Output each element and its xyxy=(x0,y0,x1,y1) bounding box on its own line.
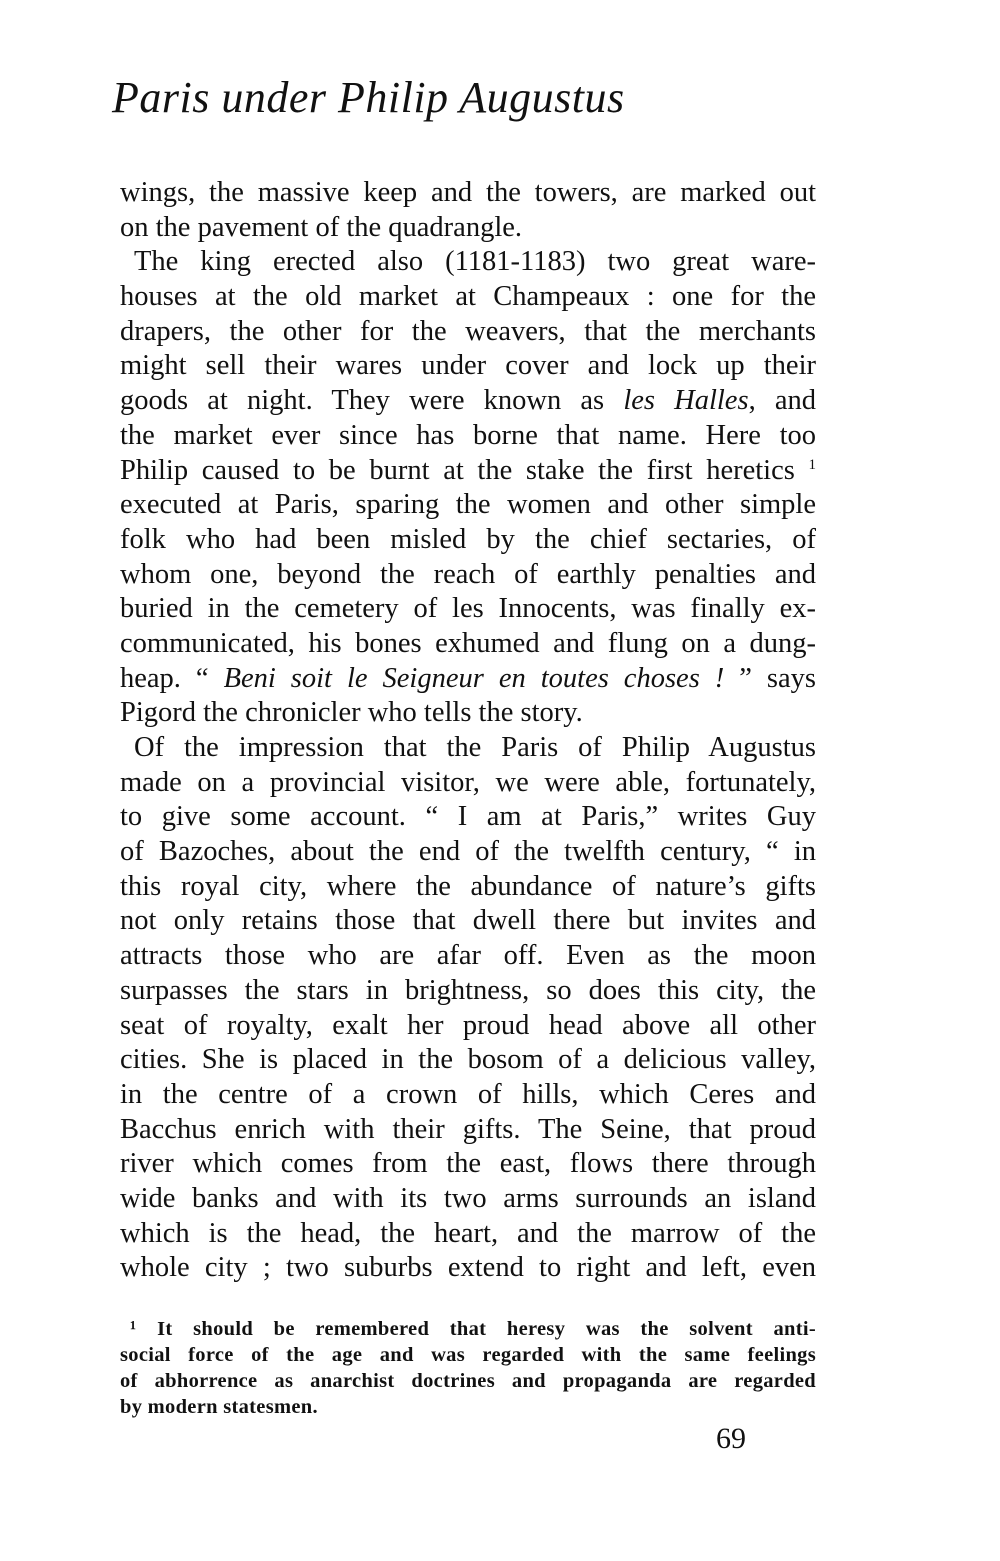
text-line xyxy=(120,1147,816,1182)
text-segment: drapers, the other for the weavers, that the merchants xyxy=(120,315,816,347)
text-segment: heap. “ xyxy=(120,662,224,694)
text-line xyxy=(120,245,816,280)
text-segment: Of the impression that the Paris of Philip Augustus xyxy=(134,732,816,763)
footnote-marker: 1 xyxy=(808,456,816,473)
page-number: 69 xyxy=(716,1422,746,1455)
text-line xyxy=(120,349,816,384)
text-segment: surpasses the stars in brightness, so does this city, the xyxy=(120,974,816,1006)
text-line xyxy=(120,1078,816,1113)
text-line xyxy=(120,419,816,454)
text-segment: whole city ; two suburbs extend to right and left, even xyxy=(120,1252,816,1284)
text-line xyxy=(120,766,816,801)
text-segment: communicated, his bones exhumed and flung on a dung- xyxy=(120,627,816,659)
text-line xyxy=(120,592,816,627)
text-segment: wide banks and with its two arms surrounds an island xyxy=(120,1182,816,1214)
footnote-line: ¹ It should be remembered that heresy was the solvent anti- xyxy=(130,1318,816,1340)
text-line xyxy=(120,627,816,662)
text-line xyxy=(120,1182,816,1217)
text-segment: houses at the old market at Champeaux : one for the xyxy=(120,281,816,313)
text-segment: the market ever since has borne that name. Here too xyxy=(120,419,816,451)
text-segment: made on a provincial visitor, we were able, fortunately, xyxy=(120,766,816,798)
text-line xyxy=(120,454,816,489)
text-segment: to give some account. “ I am at Paris,” writes Guy xyxy=(120,801,816,833)
text-segment: of Bazoches, about the end of the twelfth century, “ in xyxy=(120,836,816,868)
text-segment: executed at Paris, sparing the women and other simple xyxy=(120,489,816,521)
text-segment: Bacchus enrich with their gifts. The Seine, that proud xyxy=(120,1113,816,1145)
text-segment: not only retains those that dwell there but invites and xyxy=(120,905,816,937)
footnote-line: of abhorrence as anarchist doctrines and propaganda are regarded xyxy=(120,1370,816,1392)
text-line xyxy=(120,696,816,731)
text-segment: Pigord the chronicler who tells the story. xyxy=(120,697,583,729)
text-line xyxy=(120,384,816,419)
text-line xyxy=(120,1251,816,1286)
text-segment: seat of royalty, exalt her proud head above all other xyxy=(120,1009,816,1041)
text-line xyxy=(120,731,816,766)
text-line xyxy=(120,1043,816,1078)
text-line xyxy=(120,974,816,1009)
text-line xyxy=(120,1113,816,1148)
text-line xyxy=(120,211,816,246)
text-line xyxy=(120,1217,816,1252)
text-segment: wings, the massive keep and the towers, are marked out xyxy=(120,177,816,208)
text-line xyxy=(120,800,816,835)
running-head: Paris under Philip Augustus xyxy=(112,73,625,122)
footnote-line: by modern statesmen. xyxy=(120,1396,318,1418)
text-segment: in the centre of a crown of hills, which Ceres and xyxy=(120,1078,816,1110)
text-segment: The king erected also (1181-1183) two great ware- xyxy=(134,246,816,278)
italic-text: les Halles xyxy=(623,385,749,417)
text-line xyxy=(120,904,816,939)
text-segment: , and xyxy=(748,385,817,417)
text-line xyxy=(120,835,816,870)
text-segment: folk who had been misled by the chief sectaries, of xyxy=(120,523,816,555)
body-text xyxy=(120,176,816,1286)
text-segment: this royal city, where the abundance of nature’s gifts xyxy=(120,870,816,902)
italic-text: Beni soit le Seigneur en toutes choses ! xyxy=(223,662,725,694)
text-line xyxy=(120,315,816,350)
text-segment: whom one, beyond the reach of earthly penalties and xyxy=(120,558,816,590)
text-segment: might sell their wares under cover and lock up their xyxy=(120,350,816,382)
text-line xyxy=(120,176,816,211)
text-segment: cities. She is placed in the bosom of a delicious valley, xyxy=(120,1044,816,1076)
text-line xyxy=(120,662,816,697)
text-segment: river which comes from the east, flows there through xyxy=(120,1148,816,1180)
text-segment: attracts those who are afar off. Even as the moon xyxy=(120,940,816,972)
text-line xyxy=(120,1009,816,1044)
text-line xyxy=(120,488,816,523)
text-line xyxy=(120,939,816,974)
text-line xyxy=(120,870,816,905)
text-line xyxy=(120,558,816,593)
text-segment: ” says xyxy=(724,662,817,694)
footnotes xyxy=(120,1316,816,1420)
text-segment: goods at night. They were known as xyxy=(120,385,624,417)
text-segment: on the pavement of the quadrangle. xyxy=(120,211,523,243)
text-segment: which is the head, the heart, and the marrow of the xyxy=(120,1217,816,1249)
text-segment: buried in the cemetery of les Innocents, was finally ex- xyxy=(120,593,816,625)
text-segment: Philip caused to be burnt at the stake the first heretics xyxy=(120,454,809,486)
text-line xyxy=(120,523,816,558)
text-line xyxy=(120,280,816,315)
footnote-line: social force of the age and was regarded with the same feelings xyxy=(120,1344,816,1366)
